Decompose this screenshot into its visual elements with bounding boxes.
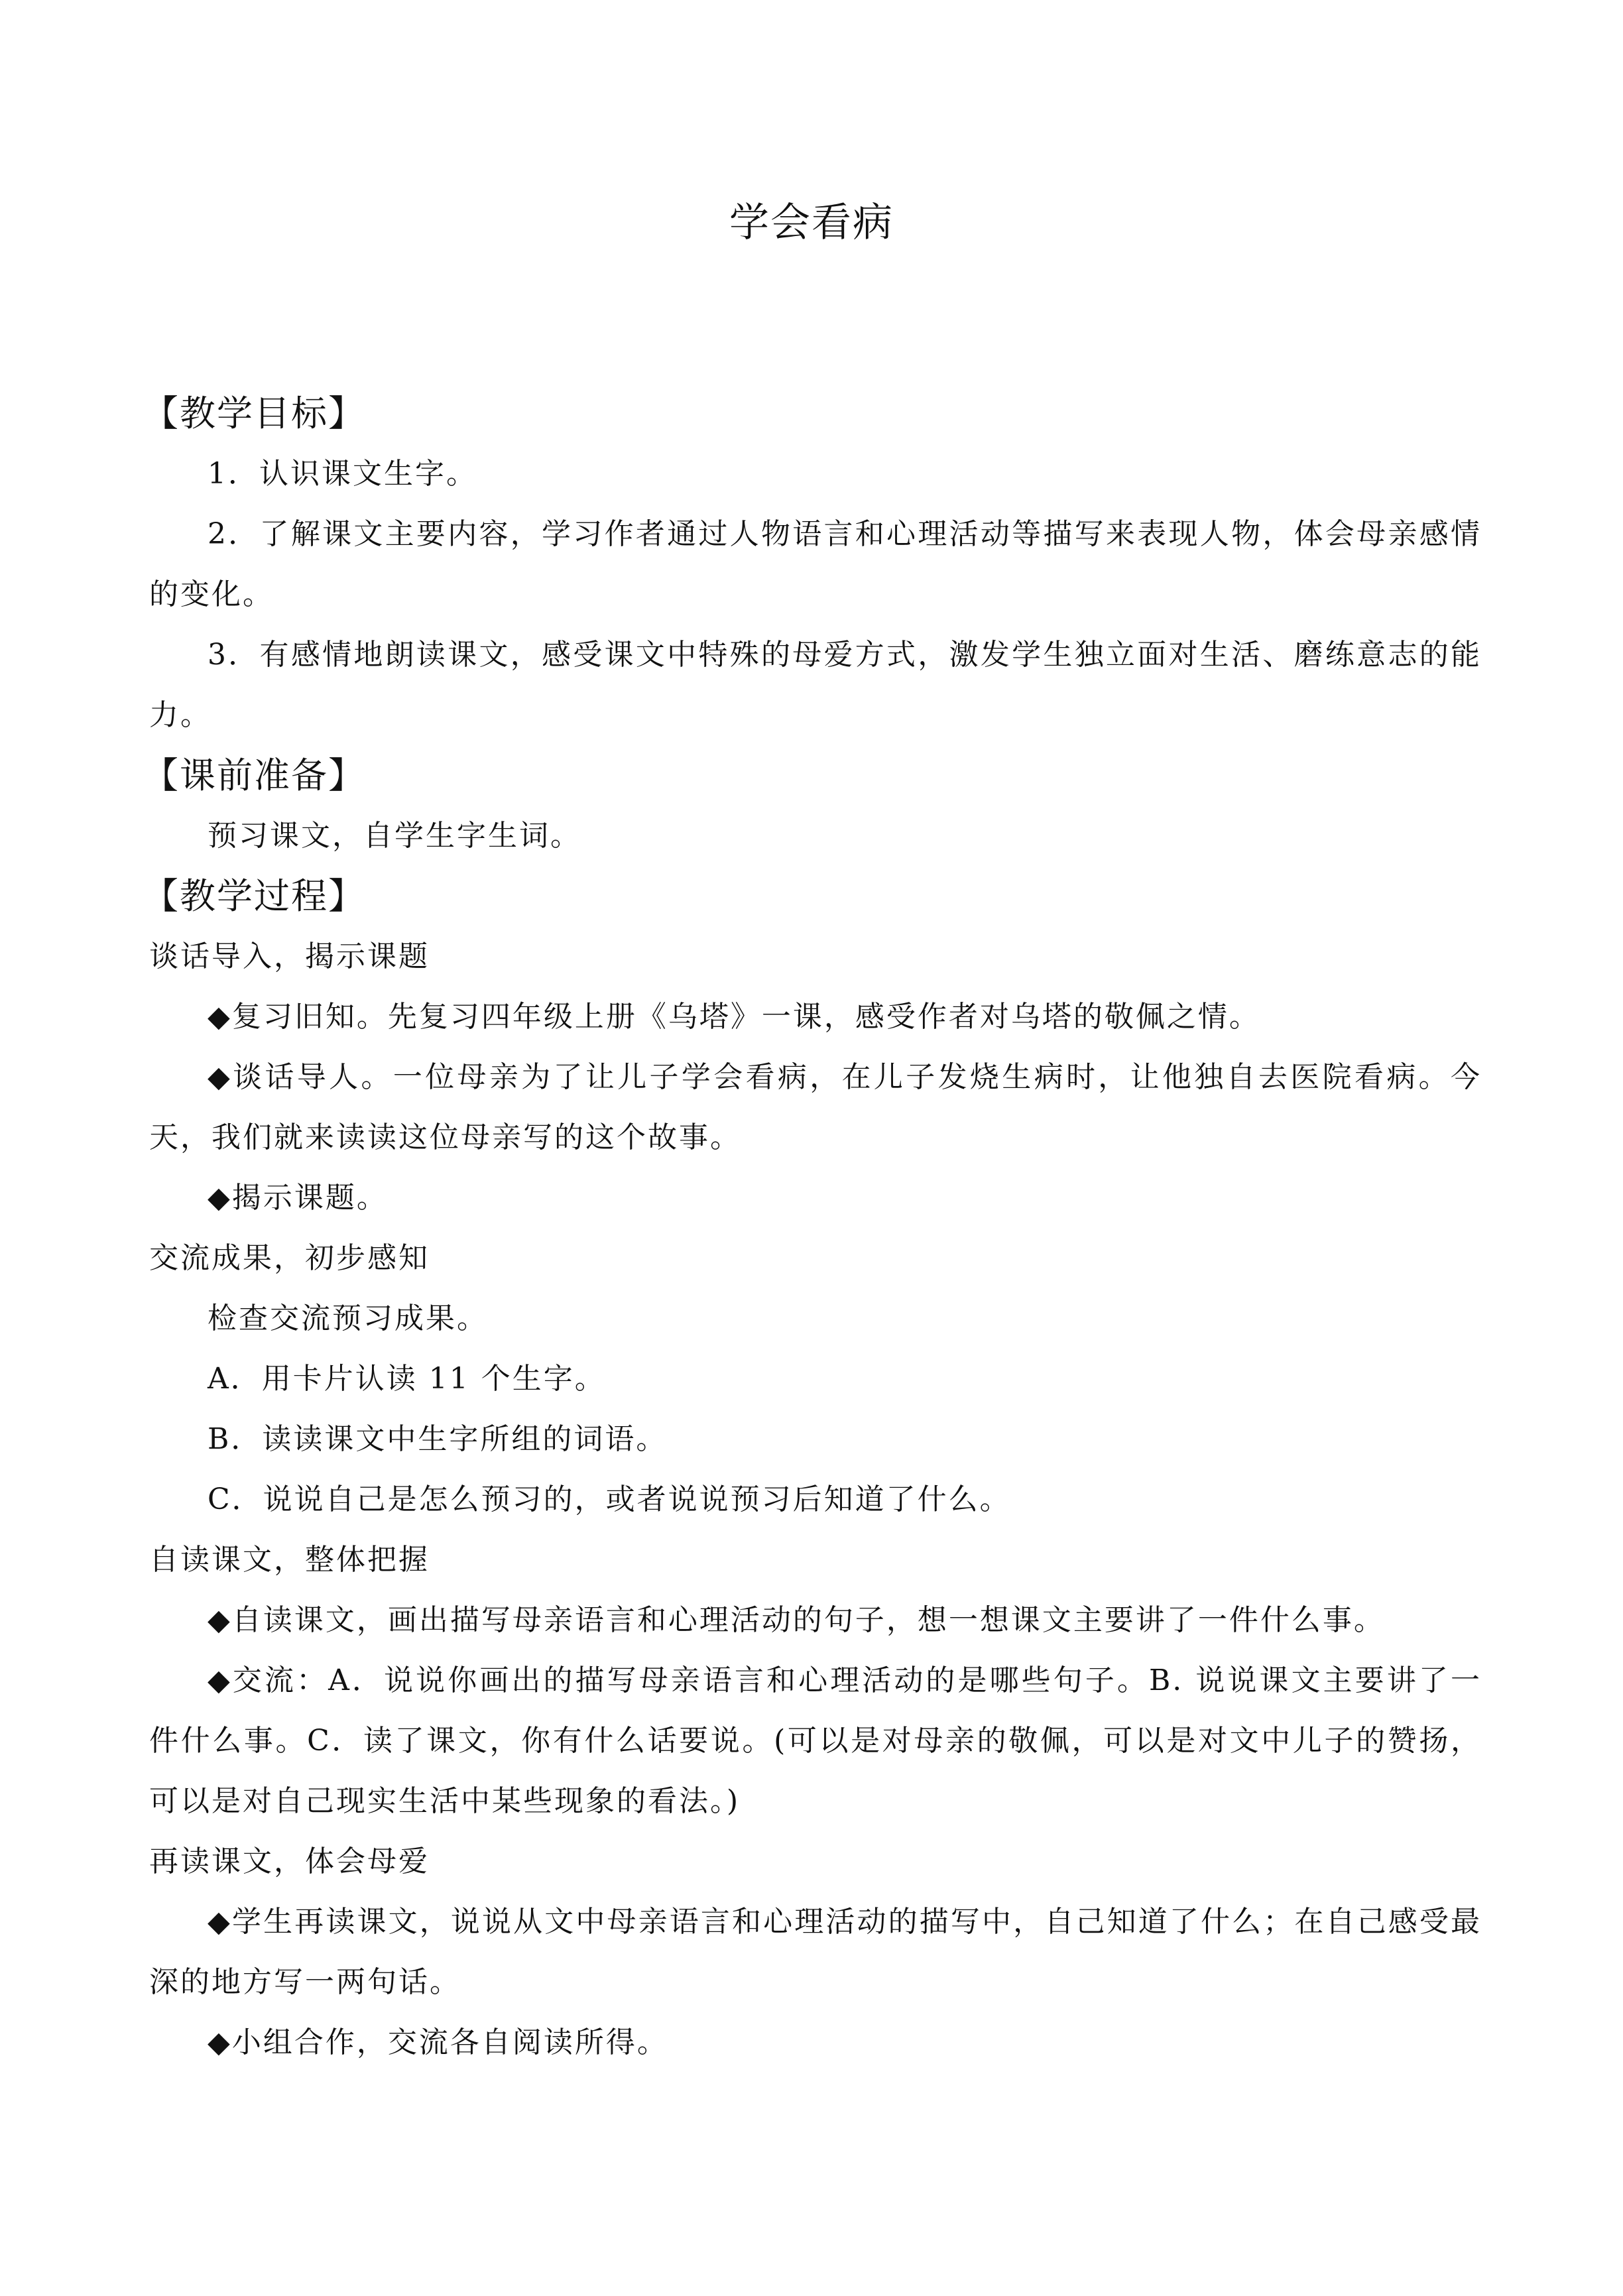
- objective-item: 3．有感情地朗读课文，感受课文中特殊的母爱方式，激发学生独立面对生活、磨练意志的能力。: [149, 638, 1482, 732]
- objective-item: 1．认识课文生字。: [208, 457, 477, 491]
- process-item: B．读读课文中生字所组的词语。: [208, 1422, 668, 1456]
- process-subhead: 交流成果，初步感知: [149, 1241, 430, 1275]
- process-item: ◆复习旧知。先复习四年级上册《乌塔》一课，感受作者对乌塔的敬佩之情。: [208, 1000, 1260, 1034]
- process-item: ◆学生再读课文，说说从文中母亲语言和心理活动的描写中，自己知道了什么；在自己感受最深的地方写一两句话。: [149, 1905, 1482, 1999]
- process-item: ◆揭示课题。: [208, 1181, 388, 1215]
- preparation-text: 预习课文，自学生字生词。: [208, 819, 581, 853]
- section-heading-process: 【教学过程】: [143, 875, 365, 917]
- process-item: ◆交流：A．说说你画出的描写母亲语言和心理活动的是哪些句子。B. 说说课文主要讲了一件什么事。C．读了课文，你有什么话要说。(可以是对母亲的敬佩，可以是对文中儿子的赞扬，可以是对自己现实生活中某些现象的看法。): [149, 1663, 1482, 1818]
- section-heading-objectives: 【教学目标】: [143, 393, 365, 434]
- process-subhead: 再读课文，体会母爱: [149, 1844, 430, 1878]
- document-title: 学会看病: [729, 200, 894, 246]
- objective-item: 2．了解课文主要内容，学习作者通过人物语言和心理活动等描写来表现人物，体会母亲感情的变化。: [149, 517, 1482, 611]
- process-item: 检查交流预习成果。: [208, 1301, 488, 1335]
- document-body: [143, 383, 1482, 2073]
- process-item: A．用卡片认读 11 个生字。: [208, 1362, 606, 1396]
- process-item: ◆小组合作，交流各自阅读所得。: [208, 2025, 668, 2059]
- section-heading-preparation: 【课前准备】: [143, 755, 365, 796]
- process-subhead: 自读课文，整体把握: [149, 1543, 430, 1577]
- process-item: ◆谈话导人。一位母亲为了让儿子学会看病，在儿子发烧生病时，让他独自去医院看病。今天，我们就来读读这位母亲写的这个故事。: [149, 1060, 1482, 1154]
- process-subhead: 谈话导入，揭示课题: [149, 939, 430, 973]
- process-item: ◆自读课文，画出描写母亲语言和心理活动的句子，想一想课文主要讲了一件什么事。: [208, 1603, 1385, 1637]
- process-item: C．说说自己是怎么预习的，或者说说预习后知道了什么。: [208, 1482, 1011, 1516]
